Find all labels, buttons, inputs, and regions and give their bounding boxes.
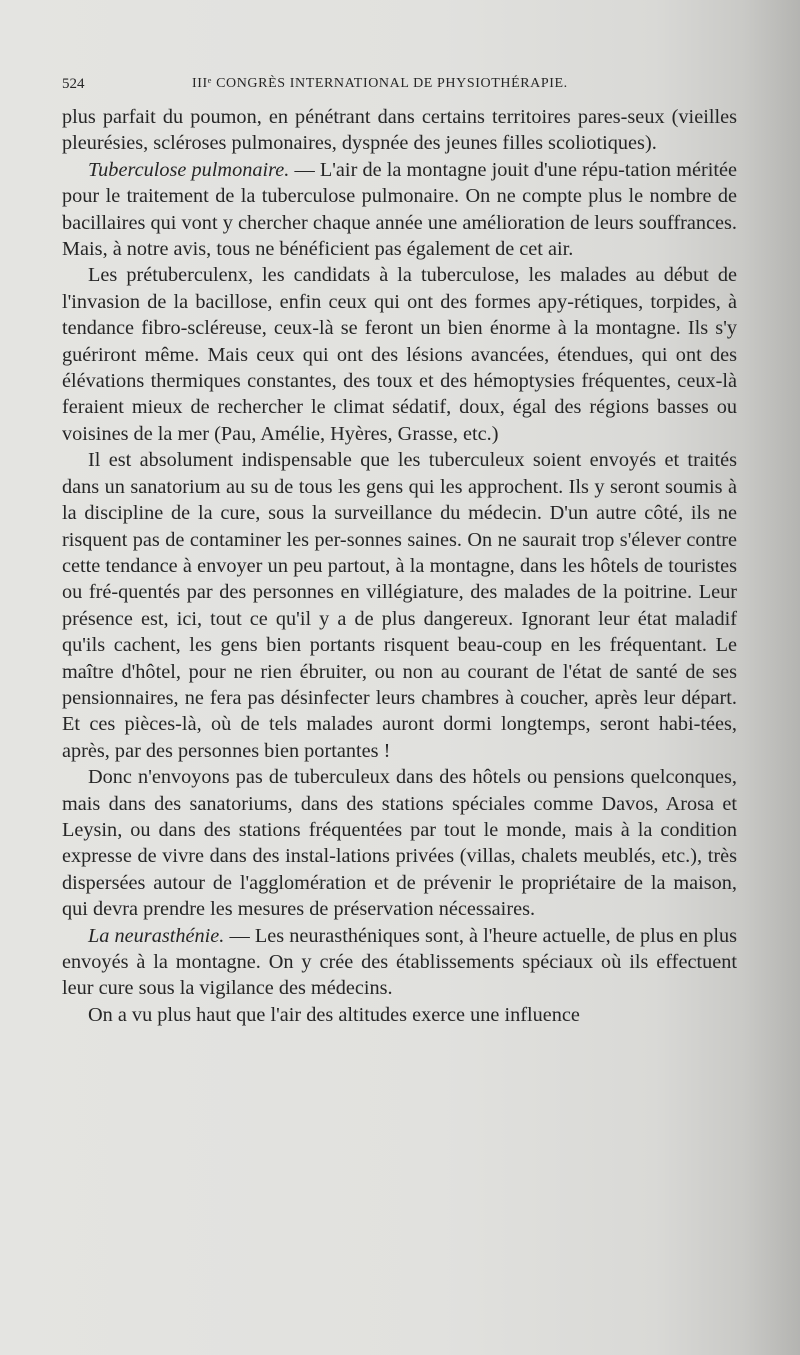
paragraph-text: — L'air de la montagne jouit d'une répu-tation méritée pour le traitement de la tuberculose pulmonaire. On ne compte plus le nombre de bacillaires qui vont y chercher chaque année une amélioration de leurs souffrances. Mais, à notre avis, tous ne bénéficient pas également de cet air. [62,158,737,261]
paragraph-neurasthenie [62,923,737,1002]
paragraph-text: plus parfait du poumon, en pénétrant dans certains territoires pares-seux (vieilles pleurésies, scléroses pulmonaires, dyspnée des jeunes filles scoliotiques). [62,106,737,155]
paragraph-text: Les prétuberculenx, les candidats à la tuberculose, les malades au début de l'invasion de la bacillose, enfin ceux qui ont des formes apy-rétiques, torpides, à tendance fibro-scléreuse, ceux-là se feront un bien énorme à la montagne. Ils s'y guériront même. Mais ceux qui ont des lésions avancées, étendues, qui ont des élévations thermiques constantes, des toux et des hémoptysies fréquentes, ceux-là feraient mieux de rechercher le climat sédatif, doux, égal des régions basses ou voisines de la mer (Pau, Amélie, Hyères, Grasse, etc.) [62,264,737,445]
paragraph-text: Donc n'envoyons pas de tuberculeux dans des hôtels ou pensions quelconques, mais dans des sanatoriums, dans des stations spéciales comme Davos, Arosa et Leysin, ou dans des stations fréquentées par tout le monde, mais à la condition expresse de vivre dans des instal-lations privées (villas, chalets meublés, etc.), très dispersées autour de l'agglomération et de prévenir le propriétaire de la maison, qui devra prendre les mesures de préservation nécessaires. [62,766,737,921]
body-text [62,104,737,1028]
paragraph-altitudes [62,1002,737,1028]
paragraph-pretuberculeux [62,262,737,447]
section-heading-neurasthenie: La neurasthénie. [88,924,225,947]
paragraph-continuation [62,104,737,157]
paragraph-text: Il est absolument indispensable que les tuberculeux soient envoyés et traités dans un sanatorium au su de tous les gens qui les approchent. Ils y seront soumis à la discipline de la cure, sous la surveillance du médecin. D'un autre côté, ils ne risquent pas de contaminer les per-sonnes saines. On ne saurait trop s'élever contre cette tendance à envoyer un peu partout, à la montagne, dans les hôtels de touristes ou fré-quentés par des personnes en villégiature, des malades de la poitrine. Leur présence est, ici, tout ce qu'il y a de plus dangereux. Ignorant leur état maladif qu'ils cachent, les gens bien portants risquent beau-coup en les fréquentant. Le maître d'hôtel, pour ne rien ébruiter, ou non au courant de l'état de santé de ses pensionnaires, ne fera pas désinfecter leurs chambres à coucher, après leur départ. Et ces pièces-là, où de tels malades auront dormi longtemps, seront habi-tées, après, par des personnes bien portantes ! [62,449,737,762]
paragraph-stations [62,764,737,922]
paragraph-tuberculose [62,157,737,263]
section-heading-tuberculose: Tuberculose pulmonaire. [88,158,290,181]
page-number: 524 [62,76,85,92]
running-title: IIIᵉ CONGRÈS INTERNATIONAL DE PHYSIOTHÉRAPIE. [192,76,568,91]
page-header [62,76,722,98]
paragraph-sanatorium [62,447,737,764]
paragraph-text: — Les neurasthéniques sont, à l'heure actuelle, de plus en plus envoyés à la montagne. On y crée des établissements spéciaux où ils effectuent leur cure sous la vigilance des médecins. [62,924,738,1000]
paragraph-text: On a vu plus haut que l'air des altitudes exerce une influence [88,1003,580,1026]
